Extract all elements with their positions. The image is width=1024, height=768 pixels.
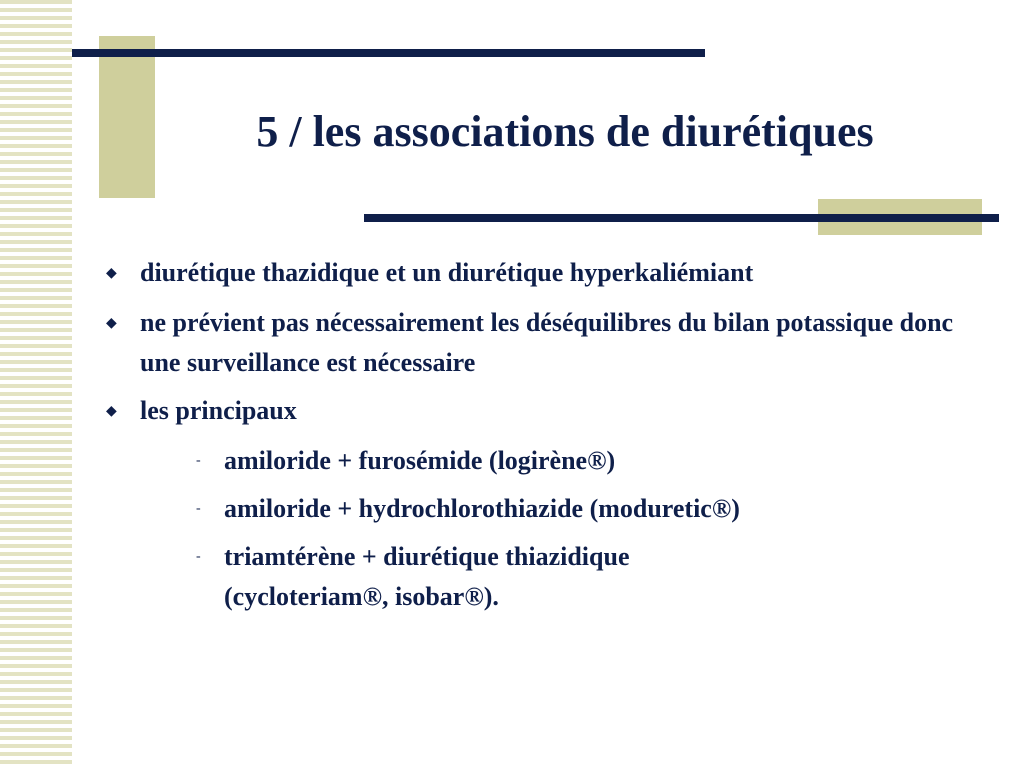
bullet-item	[100, 391, 1000, 433]
bullet-text: diurétique thazidique et un diurétique hyperkaliémiant	[140, 258, 754, 287]
sub-item-text: triamtérène + diurétique thiazidique (cycloteriam®, isobar®).	[224, 542, 630, 611]
slide-content	[100, 253, 1000, 625]
dash-bullet-icon: -	[196, 501, 201, 516]
sub-list-item	[196, 441, 756, 481]
diamond-bullet-icon: ◆	[106, 266, 117, 281]
diamond-bullet-icon: ◆	[106, 316, 117, 331]
sub-list-item	[196, 537, 796, 617]
bullet-item	[100, 303, 1000, 383]
sub-item-text: amiloride + furosémide (logirène®)	[224, 446, 616, 475]
diamond-bullet-icon: ◆	[106, 404, 117, 419]
tan-vertical-block	[99, 36, 155, 198]
sub-list-item	[196, 489, 916, 529]
left-stripe-decoration	[0, 0, 72, 768]
bullet-text: les principaux	[140, 396, 297, 425]
bullet-item	[100, 253, 1000, 295]
dash-bullet-icon: -	[196, 549, 201, 564]
dash-bullet-icon: -	[196, 453, 201, 468]
bullet-text: ne prévient pas nécessairement les déséquilibres du bilan potassique donc une surveillance est nécessaire	[140, 308, 954, 377]
sub-item-text: amiloride + hydrochlorothiazide (moduretic®)	[224, 494, 740, 523]
slide-title: 5 / les associations de diurétiques	[256, 107, 874, 156]
top-rule	[72, 49, 705, 57]
title-underline-rule	[364, 214, 999, 222]
